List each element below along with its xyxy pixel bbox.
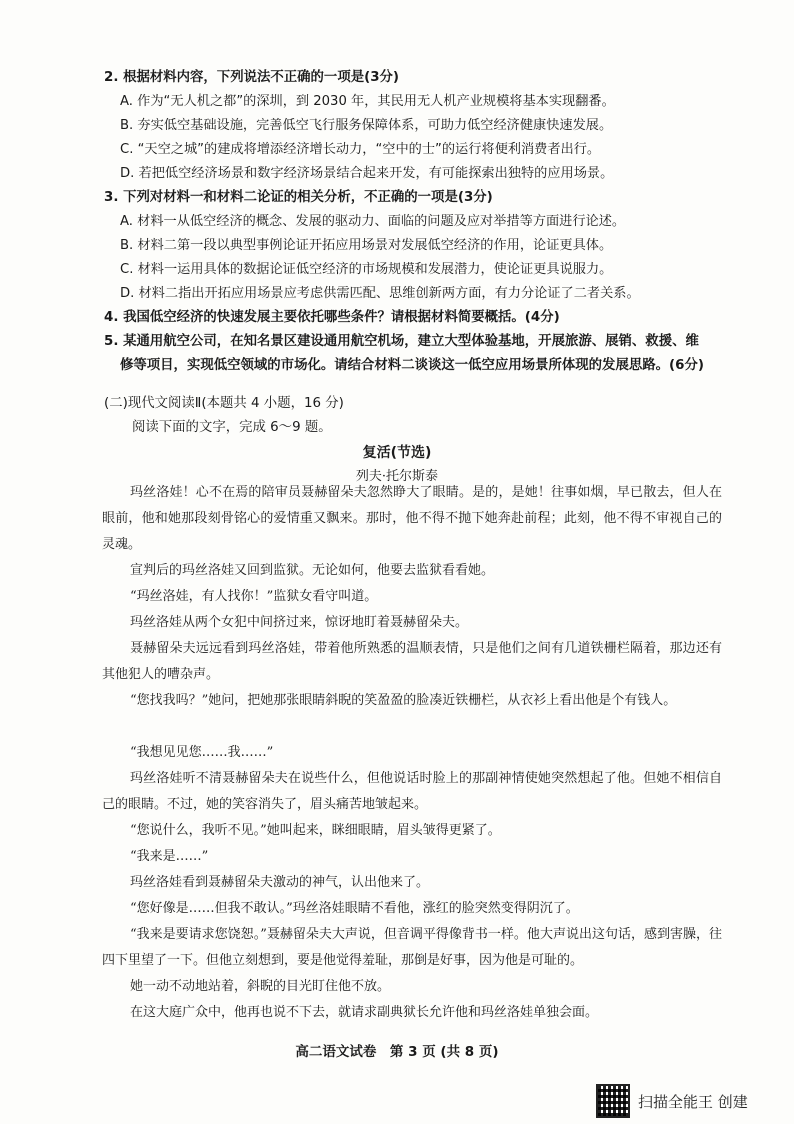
article-paragraph: “我来是……” — [130, 849, 209, 864]
qr-code-icon — [596, 1084, 630, 1118]
article-paragraph: 玛丝洛娃听不清聂赫留朵夫在说些什么，但他说话时脸上的那副神情使她突然想起了他。但她不相信自己的眼睛。不过，她的笑容消失了，眉头痛苦地皱起来。 — [102, 771, 722, 812]
article-paragraph: “您说什么，我听不见。”她叫起来，眯细眼睛，眉头皱得更紧了。 — [130, 823, 501, 838]
article-paragraph: 在这大庭广众中，他再也说不下去，就请求副典狱长允许他和玛丝洛娃单独会面。 — [130, 1005, 599, 1020]
section-instruction: 阅读下面的文字，完成 6～9 题。 — [132, 420, 332, 435]
question-2-option-c: C. “天空之城”的建成将增添经济增长动力，“空中的士”的运行将便利消费者出行。 — [120, 142, 601, 157]
question-3-option-d: D. 材料二指出开拓应用场景应考虑供需匹配、思维创新两方面，有力分论证了二者关系。 — [120, 286, 640, 301]
question-2-option-b: B. 夯实低空基础设施，完善低空飞行服务保障体系，可助力低空经济健康快速发展。 — [120, 118, 613, 133]
question-3-stem: 3. 下列对材料一和材料二论证的相关分析，不正确的一项是(3分) — [104, 190, 493, 205]
question-2-stem: 2. 根据材料内容，下列说法不正确的一项是(3分) — [104, 70, 400, 85]
question-4: 4. 我国低空经济的快速发展主要依托哪些条件？请根据材料简要概括。(4分) — [104, 310, 560, 325]
question-3-option-c: C. 材料一运用具体的数据论证低空经济的市场规模和发展潜力，使论证更具说服力。 — [120, 262, 613, 277]
section-heading: (二)现代文阅读Ⅱ(本题共 4 小题，16 分) — [104, 396, 344, 411]
article-paragraph: “您找我吗？”她问，把她那张眼睛斜睨的笑盈盈的脸凑近铁栅栏，从衣衫上看出他是个有钱人。 — [130, 693, 677, 708]
page-footer: 高二语文试卷 第 3 页 (共 8 页) — [295, 1044, 499, 1060]
article-paragraph: 玛丝洛娃看到聂赫留朵夫激动的神气，认出他来了。 — [130, 875, 430, 890]
question-5-line-2: 修等项目，实现低空领域的市场化。请结合材料二谈谈这一低空应用场景所体现的发展思路。(6分) — [120, 358, 704, 373]
question-3-option-a: A. 材料一从低空经济的概念、发展的驱动力、面临的问题及应对举措等方面进行论述。 — [120, 214, 626, 229]
question-3-option-b: B. 材料二第一段以典型事例论证开拓应用场景对发展低空经济的作用，论证更具体。 — [120, 238, 613, 253]
article-paragraph: 玛丝洛娃从两个女犯中间挤过来，惊讶地盯着聂赫留朵夫。 — [130, 615, 469, 630]
article-author: 列夫·托尔斯泰 — [355, 469, 439, 484]
article-paragraph: “您好像是……但我不敢认。”玛丝洛娃眼睛不看他，涨红的脸突然变得阴沉了。 — [130, 901, 579, 916]
scanner-badge — [596, 1079, 748, 1123]
article-paragraph: 她一动不动地站着，斜睨的目光盯住他不放。 — [130, 979, 391, 994]
article-paragraph: 聂赫留朵夫远远看到玛丝洛娃，带着他所熟悉的温顺表情，只是他们之间有几道铁栅栏隔着，那边还有其他犯人的嘈杂声。 — [102, 641, 722, 682]
article-paragraph: “玛丝洛娃，有人找你！”监狱女看守叫道。 — [130, 589, 378, 604]
article-paragraph: “我想见见您……我……” — [130, 745, 274, 760]
article-paragraph: “我来是要请求您饶恕。”聂赫留朵夫大声说，但音调平得像背书一样。他大声说出这句话，感到害臊，往四下里望了一下。但他立刻想到，要是他觉得羞耻，那倒是好事，因为他是可耻的。 — [102, 927, 722, 968]
article-title: 复活(节选) — [362, 445, 432, 461]
article-paragraph: 宣判后的玛丝洛娃又回到监狱。无论如何，他要去监狱看看她。 — [130, 563, 495, 578]
question-2-option-d: D. 若把低空经济场景和数字经济场景结合起来开发，有可能探索出独特的应用场景。 — [120, 166, 614, 181]
question-2-option-a: A. 作为“无人机之都”的深圳，到 2030 年，其民用无人机产业规模将基本实现翻番。 — [120, 94, 615, 109]
article-paragraph: 玛丝洛娃！心不在焉的陪审员聂赫留朵夫忽然睁大了眼睛。是的，是她！往事如烟，早已散去，但人在眼前，他和她那段刻骨铭心的爱情重又飘来。那时，他不得不抛下她奔赴前程；此刻，他不得不审视自己的灵魂。 — [102, 485, 722, 552]
question-5-line-1: 5. 某通用航空公司，在知名景区建设通用航空机场，建立大型体验基地，开展旅游、展销、救援、维 — [104, 334, 699, 349]
scanner-badge-label: 扫描全能王 创建 — [638, 1092, 748, 1111]
